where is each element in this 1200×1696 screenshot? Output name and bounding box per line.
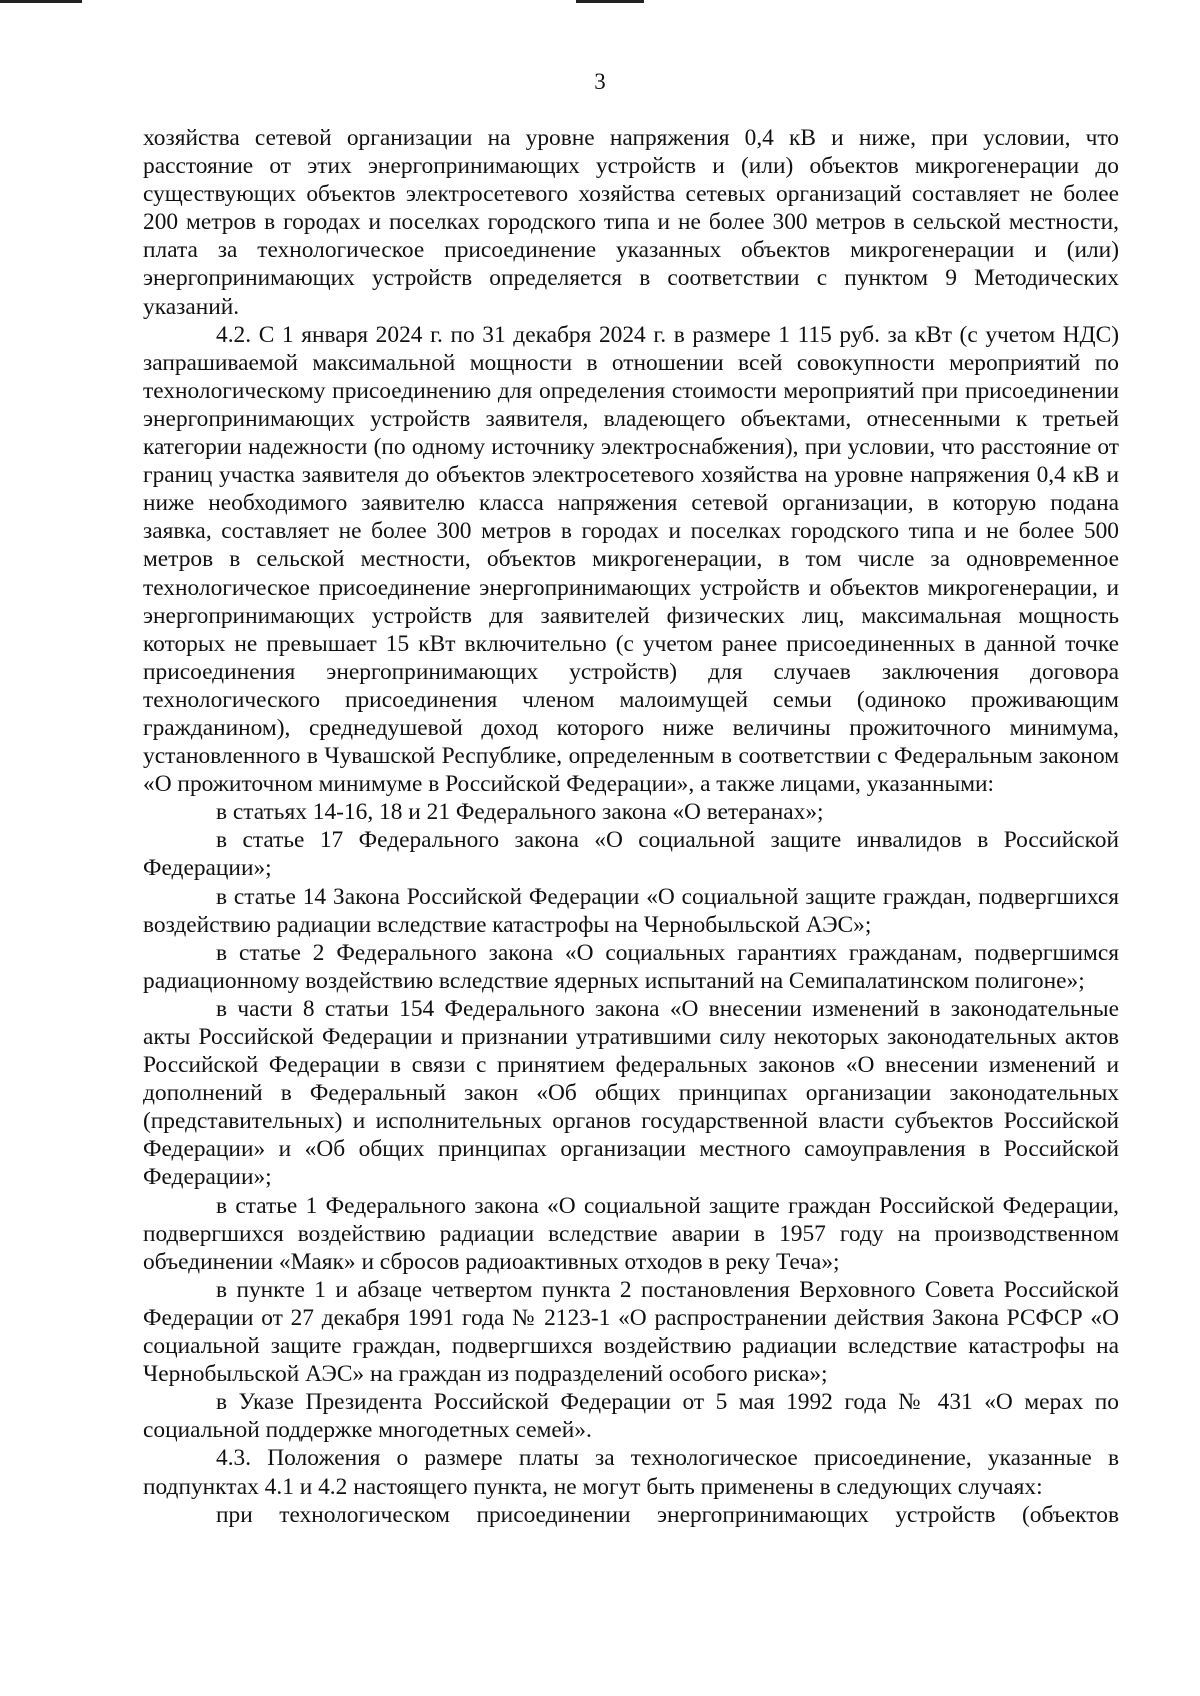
paragraph-4-3: 4.3. Положения о размере платы за технологическое присоединение, указанные в подпунктах 4.1 и 4.2 настоящего пункта, не могут быть применены в следующих случаях: [143,1445,1119,1500]
paragraph-veterans-law: в статьях 14-16, 18 и 21 Федерального закона «О ветеранах»; [216,799,824,826]
scan-edge-line-center [576,0,644,3]
scan-edge-line-left [0,0,82,3]
page-number: 3 [594,69,606,94]
paragraph-continuation: хозяйства сетевой организации на уровне напряжения 0,4 кВ и ниже, при условии, что расстояние от этих энергопринимающих устройств и (или) объектов микрогенерации до существующих объектов электросетевого хозяйства сетевых организаций составляет не более 200 метров в городах и поселках городского типа и не более 300 метров в сельской местности, плата за технологическое присоединение указанных объектов микрогенерации и (или) энергопринимающих устройств определяется в соответствии с пунктом 9 Методических указаний. [143,125,1119,320]
paragraph-chernobyl-law: в статье 14 Закона Российской Федерации «О социальной защите граждан, подвергшихся воздействию радиации вследствие катастрофы на Чернобыльской АЭС»; [143,883,1119,938]
paragraph-semipalatinsk-law: в статье 2 Федерального закона «О социальных гарантиях гражданам, подвергшимся радиационному воздействию вследствие ядерных испытаний на Семипалатинском полигоне»; [143,939,1119,994]
paragraph-supreme-council-resolution: в пункте 1 и абзаце четвертом пункта 2 постановления Верховного Совета Российской Федерации от 27 декабря 1991 года № 2123-1 «О распространении действия Закона РСФСР «О социальной защите граждан, подвергшихся воздействию радиации вследствие катастрофы на Чернобыльской АЭС» на граждан из подразделений особого риска»; [143,1276,1119,1388]
paragraph-presidential-decree: в Указе Президента Российской Федерации от 5 мая 1992 года № 431 «О мерах по социальной поддержке многодетных семей». [143,1389,1119,1444]
paragraph-article-154: в части 8 статьи 154 Федерального закона «О внесении изменений в законодательные акты Российской Федерации и признании утратившими силу некоторых законодательных актов Российской Федерации в связи с принятием федеральных законов «О внесении изменений и дополнений в Федеральный закон «Об общих принципах организации законодательных (представительных) и исполнительных органов государственной власти субъектов Российской Федерации» и «Об общих принципах организации местного самоуправления в Российской Федерации»; [143,995,1119,1191]
paragraph-4-2: 4.2. С 1 января 2024 г. по 31 декабря 2024 г. в размере 1 115 руб. за кВт (с учетом НДС) запрашиваемой максимальной мощности в отношении всей совокупности мероприятий по технологическому присоединению для определения стоимости мероприятий при присоединении энергопринимающих устройств заявителя, владеющего объектами, отнесенными к третьей категории надежности (по одному источнику электроснабжения), при условии, что расстояние от границ участка заявителя до объектов электросетевого хозяйства на уровне напряжения 0,4 кВ и ниже необходимого заявителю класса напряжения сетевой организации, в которую подана заявка, составляет не более 300 метров в городах и поселках городского типа и не более 500 метров в сельской местности, объектов микрогенерации, в том числе за одновременное технологическое присоединение энергопринимающих устройств и объектов микрогенерации, и энергопринимающих устройств для заявителей физических лиц, максимальная мощность которых не превышает 15 кВт включительно (с учетом ранее присоединенных в данной точке присоединения энергопринимающих устройств) для случаев заключения договора технологического присоединения членом малоимущей семьи (одиноко проживающим гражданином), среднедушевой доход которого ниже величины прожиточного минимума, установленного в Чувашской Республике, определенным в соответствии с Федеральным законом «О прожиточном минимуме в Российской Федерации», а также лицами, указанными: [143,321,1119,798]
paragraph-exception-start: при технологическом присоединении энергопринимающих устройств (объектов [216,1501,1119,1528]
document-body [143,124,1119,1529]
paragraph-mayak-law: в статье 1 Федерального закона «О социальной защите граждан Российской Федерации, подвергшихся воздействию радиации вследствие аварии в 1957 году на производственном объединении «Маяк» и сбросов радиоактивных отходов в реку Теча»; [143,1192,1119,1275]
paragraph-disabled-law: в статье 17 Федерального закона «О социальной защите инвалидов в Российской Федерации»; [143,827,1119,882]
